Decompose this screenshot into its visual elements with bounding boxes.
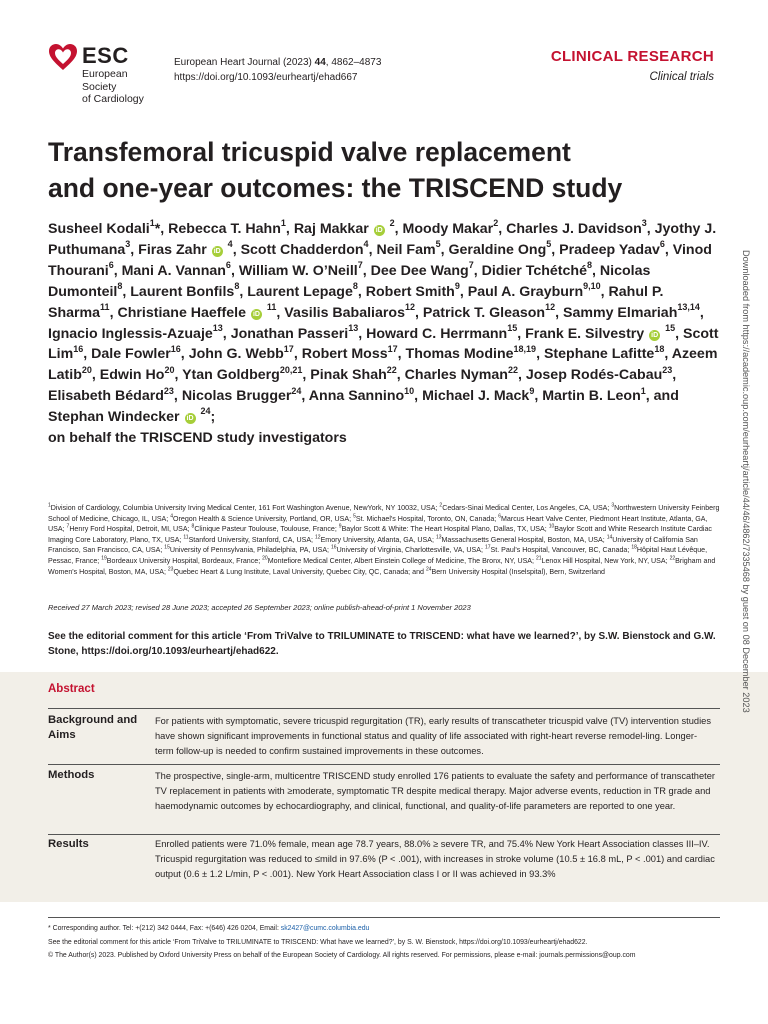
affiliation-item: Division of Cardiology, Columbia University Irving Medical Center, 161 Fort Washington Avenue, NewYork, NY 10032, USA; [50, 504, 440, 512]
affiliation-item: Quebec Heart & Lung Institute, Laval University, Quebec City, QC, Canada; and [173, 567, 426, 576]
author-name: Susheel Kodali [48, 221, 150, 237]
affiliation-item: Baylor Scott and White Research Institute Cardiac Imaging Core Laboratory, Plano, TX, USA; [48, 525, 712, 544]
author-name: Martin B. Leon [542, 388, 641, 405]
editorial-comment: See the editorial comment for this article ‘From TriValve to TRILUMINATE to TRISCEND: what have we learned?’, by S.W. Bienstock and G.W. Stone, https://doi.org/10.1093/eurheartj/ehad622. [48, 631, 716, 657]
author-name: Rebecca T. Hahn [168, 221, 281, 237]
abstract-text-results [155, 837, 715, 883]
author-name: Laurent Lepage [247, 283, 353, 300]
abstract-text-methods: The prospective, single-arm, multicentre TRISCEND study enrolled 176 patients to evaluate the safety and performance of transcatheter TV replacement in patients with ≥moderate, symptomatic TR despite medical therapy. Major adverse events, reduction in TR grade and haemodynamic outcomes by echocardiography, and clinical, functional, and quality-of-life parameters are reported to one year. [155, 771, 715, 812]
editorial-footnote: See the editorial comment for this article ‘From TriValve to TRILUMINATE to TRISCEND: What have we learned?’, by S. W. Bienstock, https://doi.org/10.1093/eurheartj/ehad622. [48, 938, 588, 946]
section-label [551, 48, 714, 83]
author-affiliation-number: 2 [493, 218, 499, 229]
author-affiliation-number: 24 [200, 406, 211, 417]
copyright-line: © The Author(s) 2023. Published by Oxford University Press on behalf of the European Society of Cardiology. All rights reserved. For permissions, please e-mail: journals.permissions@oup.com [48, 952, 636, 960]
affiliation-item: Clinique Pasteur Toulouse, Toulouse, France; [194, 525, 339, 534]
author-name: Geraldine Ong [448, 241, 547, 258]
author-name: Robert Smith [365, 283, 455, 300]
author-name: Edwin Ho [99, 367, 165, 384]
author-affiliation-number: 8 [234, 280, 240, 291]
orcid-icon[interactable]: iD [213, 247, 221, 255]
affiliation-item: Stanford University, Stanford, CA, USA; [188, 535, 316, 544]
author-affiliation-number: 7 [468, 260, 474, 271]
author-affiliation-number: 13 [348, 322, 359, 333]
author-name: Dale Fowler [91, 346, 171, 363]
author-name: Dee Dee Wang [370, 262, 469, 279]
author-affiliation-number: 9,10 [583, 280, 601, 291]
orcid-icon[interactable]: iD [186, 415, 194, 423]
author-name: Paul A. Grayburn [467, 283, 584, 300]
orcid-icon[interactable]: iD [651, 331, 659, 339]
author-affiliation-number: 15 [507, 322, 518, 333]
author-name: Robert Moss [301, 346, 388, 363]
author-affiliation-number: 5 [435, 239, 441, 250]
journal-citation [174, 55, 381, 85]
author-name: Charles J. Davidson [506, 221, 642, 237]
email-link[interactable]: sk2427@cumc.columbia.edu [280, 925, 370, 932]
esc-logo [48, 40, 158, 105]
author-name: Scott Chadderdon [240, 241, 364, 258]
affiliation-item: Hôpital Haut Lévêque, Pessac, France; [48, 546, 708, 565]
author-name: Azeem Latib [48, 346, 718, 384]
affiliation-item: Oregon Health & Science University, Portland, OR, USA; [173, 514, 354, 523]
author-name: Elisabeth Bédard [48, 388, 164, 405]
author-name: Scott Lim [48, 325, 719, 363]
author-affiliation-number: 23 [163, 385, 174, 396]
author-affiliation-number: 1 [280, 218, 286, 229]
author-name: Michael J. Mack [422, 388, 530, 405]
author-affiliation-number: 13,14 [677, 301, 700, 312]
author-name: Christiane Haeffele [117, 304, 246, 321]
author-affiliation-number: 20 [81, 364, 92, 375]
author-affiliation-number: 8 [352, 280, 358, 291]
abstract-label-methods: Methods [48, 769, 95, 781]
affiliation-item: Emory University, Atlanta, GA, USA; [320, 535, 436, 544]
author-affiliation-number: 4 [227, 239, 233, 250]
author-name: Ytan Goldberg [182, 367, 280, 384]
orcid-icon[interactable]: iD [375, 227, 383, 234]
author-affiliation-number: 12 [545, 301, 556, 312]
author-affiliation-number: 1 [640, 385, 646, 396]
results-text: Enrolled patients were 71.0% female, mean age 78.7 years, 88.0% ≥ severe TR, and 75.4% New York Heart Association classes III–IV. Tricuspid regurgitation was reduced to ≤mild in 97.6% (P < .001), with increases in stroke volume (10.5 ± 16.8 mL, P < .001) and cardiac output (0.6 ± 1.2 L/min, P < .001). New York Heart Association class I or II was achieved in 93.3% [155, 839, 715, 880]
author-affiliation-number: 5 [546, 239, 552, 250]
author-name: Josep Rodés-Cabau [525, 367, 663, 384]
author-affiliation-number: 9 [529, 385, 535, 396]
affiliation-item: St. Michael's Hospital, Toronto, ON, Canada; [355, 514, 499, 523]
logo-subtitle: European Society of Cardiology [82, 68, 144, 105]
author-name: Pradeep Yadav [559, 241, 660, 258]
author-affiliation-number: 15 [665, 322, 676, 333]
affiliations: $^1$Division of Cardiology, Columbia University Irving Medical Center, 161 Fort Washington Avenue, NewYork, NY 10032, USA; $^2$Cedars-Sinai Medical Center, Los Angeles, CA, USA; $^3$Northwestern University Feinberg School of Medicine, Chicago, IL, USA; $^4$Oregon Health & Science University, Portland, OR, USA; $^5$St. Michael's Hospital, Toronto, ON, Canada; $^6$Marcus Heart Valve Center, Piedmont Heart Institute, Atlanta, GA, USA; $^7$Henry Ford Hospital, Detroit, MI, USA; $^8$Clinique Pasteur Toulouse, Toulouse, France; $^9$Baylor Scott & White: The Heart Hospital Plano, Dallas, TX, USA; $^{10}$Baylor Scott and White Research Institute Cardiac Imaging Core Laboratory, Plano, TX, USA; $^{11}$Stanford University, Stanford, CA, USA; $^{12}$Emory University, Atlanta, GA, USA; $^{13}$Massachusetts General Hospital, Boston, MA, USA; $^{14}$University of California San Francisco, San Francisco, CA, USA; $^{15}$University of Pennsylvania, Philadelphia, PA, USA; $^{16}$University of Virginia, Charlottesville, VA, USA; $^{17}$St. Paul's Hospital, Vancouver, BC, Canada; $^{18}$Hôpital Haut Lévêque, Pessac, France; $^{19}$Bordeaux University Hospital, Bordeaux, France; $^{20}$Montefiore Medical Center, Albert Einstein College of Medicine, The Bronx, NY, USA; $^{21}$Lenox Hill Hospital, New York, NY, USA; $^{22}$Brigham and Women's Hospital, Boston, MA, USA; $^{23}$Quebec Heart & Lung Institute, Laval University, Quebec City, QC, Canada; and $^{24}$Bern University Hospital (Inselspital), Bern, Switzerland [48, 502, 720, 576]
author-name: John G. Webb [188, 346, 284, 363]
author-affiliation-number: 18,19 [513, 343, 537, 354]
affiliation-item: Henry Ford Hospital, Detroit, MI, USA; [69, 525, 192, 534]
author-affiliation-number: 11 [266, 301, 277, 312]
section-heading: CLINICAL RESEARCH [550, 48, 714, 65]
author-name: Patrick T. Gleason [422, 304, 546, 321]
affiliation-item: University of Pennsylvania, Philadelphia, PA, USA; [169, 546, 331, 555]
author-affiliation-number: 10 [404, 385, 415, 396]
affiliation-item: Brigham and Women's Hospital, Boston, MA, USA; [48, 556, 716, 576]
author-affiliation-number: 8 [117, 280, 123, 291]
affiliation-item: Northwestern University Feinberg School of Medicine, Chicago, IL, USA; [48, 504, 720, 523]
title-line-1: Transfemoral tricuspid valve replacement [48, 137, 571, 167]
author-affiliation-number: 4 [363, 239, 369, 250]
affiliation-item: Montefiore Medical Center, Albert Einstein College of Medicine, The Bronx, NY, USA; [267, 556, 536, 565]
author-name: Firas Zahr [138, 241, 207, 258]
author-affiliation-number: 17 [387, 343, 398, 354]
abstract-text-background: For patients with symptomatic, severe tricuspid regurgitation (TR), early results of transcatheter tricuspid valve (TV) intervention studies have shown significant improvements in functional status and quality of life associated with right-heart reverse remodel-ling. Longer-term follow-up is needed to confirm sustained improvements in these outcomes. [155, 716, 711, 757]
author-name: Didier Tchétché [481, 262, 587, 279]
author-affiliation-number: 2 [389, 218, 395, 229]
affiliation-item: St. Paul's Hospital, Vancouver, BC, Canada; [490, 546, 632, 555]
subsection-heading: Clinical trials [649, 71, 714, 83]
author-name: Moody Makar [402, 221, 494, 237]
author-affiliation-number: 18 [654, 343, 665, 354]
footnotes [48, 922, 720, 963]
title-line-2: and one-year outcomes: the TRISCEND study [48, 173, 623, 203]
author-affiliation-number: 6 [108, 260, 114, 271]
author-affiliation-number: 24 [291, 385, 302, 396]
author-affiliation-number: 6 [225, 260, 231, 271]
author-name: Jonathan Passeri [230, 325, 349, 342]
affiliation-item: Baylor Scott & White: The Heart Hospital Plano, Dallas, TX, USA; [341, 525, 549, 534]
journal-line: European Heart Journal (2023) 44, 4862–4873 [174, 57, 382, 68]
author-name: Laurent Bonfils [130, 283, 235, 300]
abstract-label-background: Background and Aims [48, 714, 138, 741]
author-name: Neil Fam [376, 241, 436, 258]
abstract-divider [48, 708, 720, 709]
author-name: Sammy Elmariah [563, 304, 678, 321]
author-affiliation-number: 23 [662, 364, 673, 375]
author-name: Nicolas Brugger [181, 388, 292, 405]
affiliation-item: University of Virginia, Charlottesville, VA, USA; [336, 546, 485, 555]
author-name: William W. O’Neill [238, 262, 358, 279]
author-affiliation-number: 6 [659, 239, 665, 250]
orcid-icon[interactable]: iD [252, 310, 260, 318]
affiliation-item: Bern University Hospital (Inselspital), Bern, Switzerland [431, 567, 605, 576]
author-affiliation-number: 20,21 [279, 364, 303, 375]
affiliation-item: Marcus Heart Valve Center, Piedmont Heart Institute, Atlanta, GA, USA; [48, 514, 708, 534]
author-name: Howard C. Herrmann [366, 325, 508, 342]
author-name: Pinak Shah [310, 367, 387, 384]
author-name: Vinod Thourani [48, 241, 712, 279]
author-name: Jyothy J. Puthumana [48, 221, 717, 258]
affiliation-item: Lenox Hill Hospital, New York, NY, USA; [541, 556, 670, 565]
author-affiliation-number: 16 [170, 343, 181, 354]
author-affiliation-number: 1 [149, 218, 155, 229]
author-affiliation-number: 16 [73, 343, 84, 354]
abstract-divider [48, 764, 720, 765]
author-affiliation-number: 7 [357, 260, 363, 271]
author-affiliation-number: 12 [404, 301, 415, 312]
author-affiliation-number: 9 [454, 280, 460, 291]
author-affiliation-number: 3 [125, 239, 131, 250]
author-list: Susheel Kodali$^1$*, Rebecca T. Hahn$^1$, Raj Makkar iD $^2$, Moody Makar$^2$, Charles J. Davidson$^3$, Jyothy J. Puthumana$^3$, Firas Zahr iD $^4$, Scott Chadderdon$^4$, Neil Fam$^5$, Geraldine Ong$^5$, Pradeep Yadav$^6$, Vinod Thourani$^6$, Mani A. Vannan$^6$, William W. O’Neill$^7$, Dee Dee Wang$^7$, Didier Tchétché$^8$, Nicolas Dumonteil$^8$, Laurent Bonfils$^8$, Laurent Lepage$^8$, Robert Smith$^9$, Paul A. Grayburn$^{9,10}$, Rahul P. Sharma$^{11}$, Christiane Haeffele iD $^{11}$, Vasilis Babaliaros$^{12}$, Patrick T. Gleason$^{12}$, Sammy Elmariah$^{13,14}$, Ignacio Inglessis-Azuaje$^{13}$, Jonathan Passeri$^{13}$, Howard C. Herrmann$^{15}$, Frank E. Silvestry iD $^{15}$, Scott Lim$^{16}$, Dale Fowler$^{16}$, John G. Webb$^{17}$, Robert Moss$^{17}$, Thomas Modine$^{18,19}$, Stephane Lafitte$^{18}$, Azeem Latib$^{20}$, Edwin Ho$^{20}$, Ytan Goldberg$^{20,21}$, Pinak Shah$^{22}$, Charles Nyman$^{22}$, Josep Rodés-Cabau$^{23}$, Elisabeth Bédard$^{23}$, Nicolas Brugger$^{24}$, Anna Sannino$^{10}$, Michael J. Mack$^9$, Martin B. Leon$^1$, and Stephan Windecker iD $^{24}$; on behalf the TRISCEND study investigators [48, 218, 719, 447]
abstract-divider [48, 834, 720, 835]
author-affiliation-number: 20 [164, 364, 175, 375]
author-name: Rahul P. Sharma [48, 283, 664, 321]
heart-logo-icon [48, 43, 78, 71]
author-affiliation-number: 11 [100, 301, 110, 312]
author-affiliation-number: 13 [212, 322, 223, 333]
affiliation-item: University of California San Francisco, San Francisco, CA, USA; [48, 535, 698, 555]
watermark-text: Downloaded from https://academic.oup.com/eurheartj/article/44/46/4862/7335468 by guest on 08 December 2023 [741, 250, 751, 713]
author-name: Raj Makkar [293, 221, 369, 237]
author-affiliation-number: 8 [586, 260, 592, 271]
author-name: Mani A. Vannan [121, 262, 226, 279]
author-name: Stephane Lafitte [543, 346, 655, 363]
footnote-divider [48, 917, 720, 918]
received-dates: Received 27 March 2023; revised 28 June 2023; accepted 26 September 2023; online publish-ahead-of-print 1 November 2023 [48, 603, 471, 612]
doi-link[interactable]: https://doi.org/10.1093/eurheartj/ehad667 [174, 72, 358, 83]
affiliation-item: Massachusetts General Hospital, Boston, MA, USA; [441, 535, 607, 544]
author-name: Stephan Windecker [48, 409, 180, 426]
corresponding-author: * Corresponding author. Tel: +(212) 342 0444, Fax: +(646) 426 0204, Email: sk2427@cumc.columbia.edu [48, 925, 370, 932]
author-name: Vasilis Babaliaros [284, 304, 405, 321]
author-affiliation-number: 22 [386, 364, 397, 375]
affiliation-item: Cedars-Sinai Medical Center, Los Angeles, CA, USA; [442, 504, 612, 512]
download-watermark [741, 250, 755, 770]
author-name: Frank E. Silvestry [525, 325, 645, 342]
article-title [48, 134, 728, 206]
author-affiliation-number: 3 [641, 218, 647, 229]
author-name: Nicolas Dumonteil [48, 262, 651, 300]
author-name: Charles Nyman [404, 367, 508, 384]
author-group: on behalf the TRISCEND study investigators [48, 430, 347, 447]
author-affiliation-number: 22 [507, 364, 518, 375]
logo-text: ESC [82, 43, 129, 68]
abstract-heading: Abstract [48, 683, 95, 695]
author-affiliation-number: 17 [283, 343, 294, 354]
author-name: Ignacio Inglessis-Azuaje [48, 325, 213, 342]
author-name: Thomas Modine [405, 346, 514, 363]
abstract-label-results: Results [48, 838, 89, 850]
affiliation-item: Bordeaux University Hospital, Bordeaux, France; [106, 556, 263, 565]
author-name: Anna Sannino [308, 388, 405, 405]
